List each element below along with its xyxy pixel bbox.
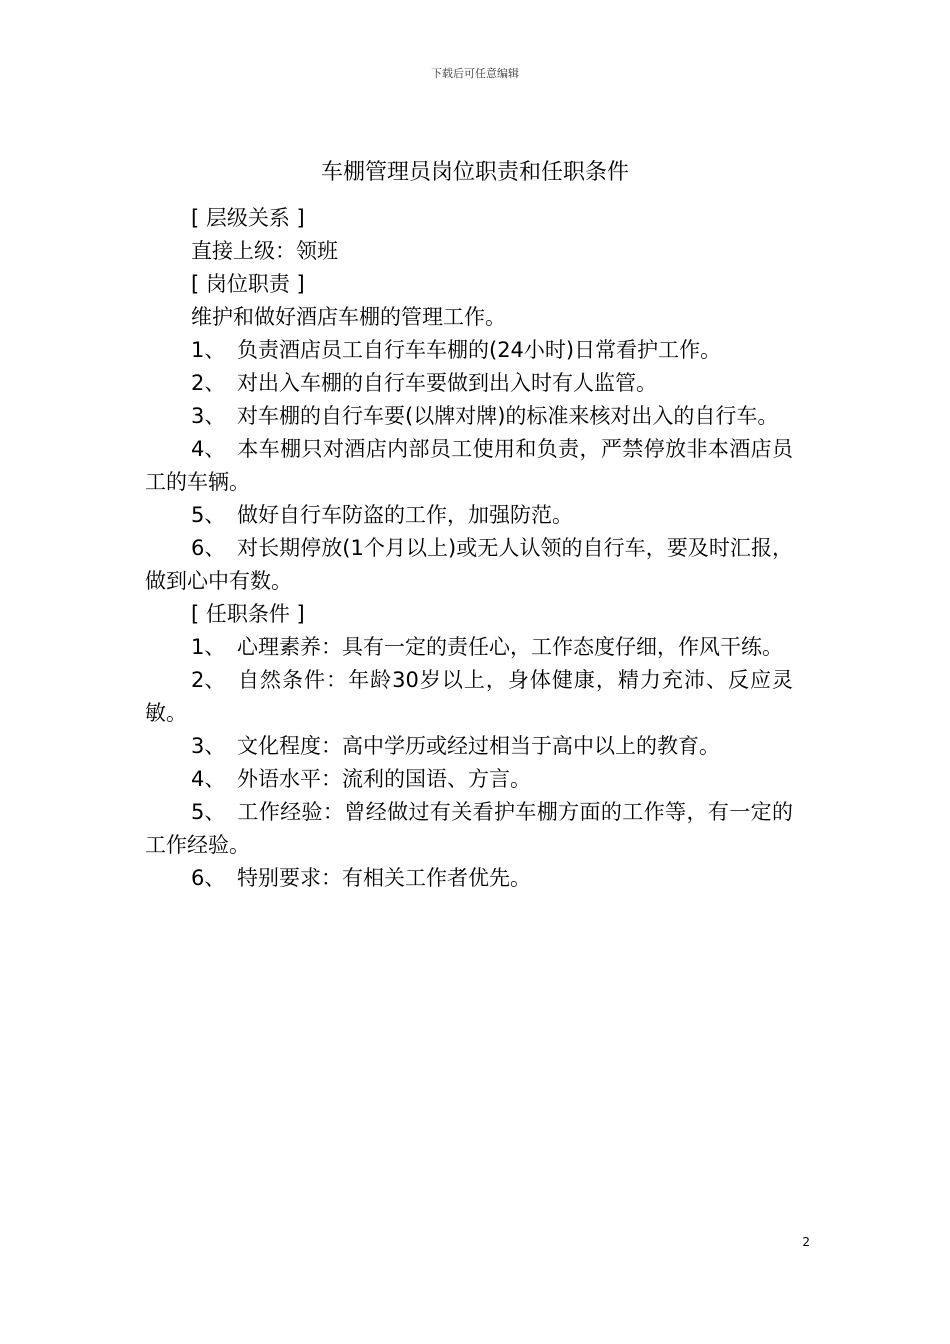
duty-text: 做好自行车防盗的工作，加强防范。 (237, 503, 573, 527)
page-number: 2 (802, 1235, 810, 1249)
section-heading-hierarchy: [ 层级关系 ] (191, 206, 305, 230)
qualification-number: 6、 (191, 866, 226, 890)
qualification-text: 特别要求：有相关工作者优先。 (237, 866, 531, 890)
qualification-item (145, 862, 793, 895)
duty-text: 负责酒店员工自行车车棚的(24小时)日常看护工作。 (237, 338, 722, 362)
qualification-item (145, 763, 793, 796)
qualification-number: 3、 (191, 734, 226, 758)
duty-number: 1、 (191, 338, 226, 362)
page-header-note: 下载后可任意编辑 (431, 67, 519, 80)
duty-item (145, 400, 793, 433)
duty-number: 3、 (191, 404, 226, 428)
duty-number: 5、 (191, 503, 226, 527)
supervisor-line: 直接上级：领班 (191, 239, 338, 263)
section-heading-duties: [ 岗位职责 ] (191, 272, 305, 296)
qualification-text: 文化程度：高中学历或经过相当于高中以上的教育。 (237, 734, 720, 758)
qualification-number: 2、 (191, 668, 226, 692)
qualification-text: 工作经验：曾经做过有关看护车棚方面的工作等，有一定的工作经验。 (145, 800, 793, 857)
duty-item (145, 532, 793, 598)
qualification-text: 自然条件：年龄30岁以上，身体健康，精力充沛、反应灵敏。 (145, 668, 793, 725)
duty-text: 对出入车棚的自行车要做到出入时有人监管。 (237, 371, 657, 395)
qualification-number: 5、 (191, 800, 226, 824)
document-title: 车棚管理员岗位职责和任职条件 (320, 160, 629, 185)
qualification-item (145, 796, 793, 862)
duty-item (145, 367, 793, 400)
duties-intro: 维护和做好酒店车棚的管理工作。 (191, 305, 506, 329)
duty-text: 本车棚只对酒店内部员工使用和负责，严禁停放非本酒店员工的车辆。 (145, 437, 793, 494)
qualification-item (145, 631, 793, 664)
duty-text: 对长期停放(1个月以上)或无人认领的自行车，要及时汇报，做到心中有数。 (145, 536, 793, 593)
qualification-text: 心理素养：具有一定的责任心，工作态度仔细，作风干练。 (237, 635, 783, 659)
section-heading-qualifications: [ 任职条件 ] (191, 602, 305, 626)
document-body (145, 202, 793, 895)
qualification-number: 4、 (191, 767, 226, 791)
duty-text: 对车棚的自行车要(以牌对牌)的标准来核对出入的自行车。 (237, 404, 779, 428)
duty-number: 2、 (191, 371, 226, 395)
qualification-text: 外语水平：流利的国语、方言。 (237, 767, 531, 791)
duty-item (145, 433, 793, 499)
duty-item (145, 334, 793, 367)
qualification-item (145, 730, 793, 763)
qualification-item (145, 664, 793, 730)
duty-item (145, 499, 793, 532)
qualification-number: 1、 (191, 635, 226, 659)
duty-number: 4、 (191, 437, 226, 461)
duty-number: 6、 (191, 536, 226, 560)
